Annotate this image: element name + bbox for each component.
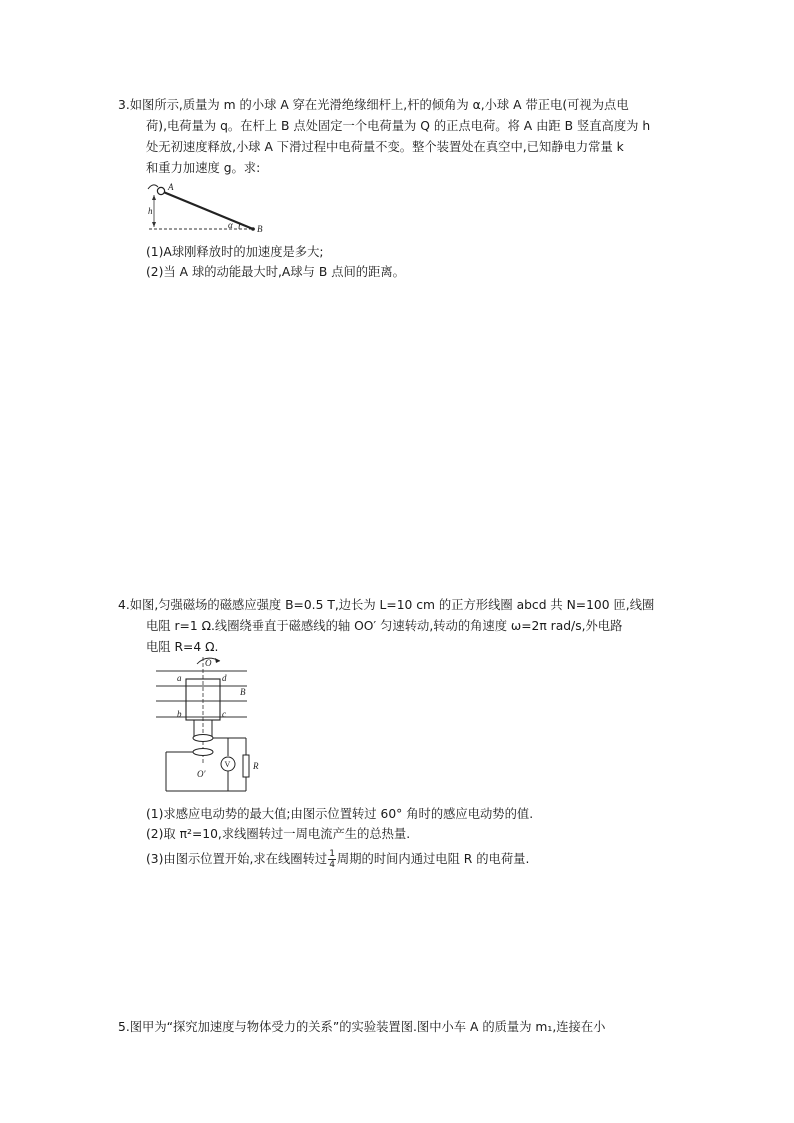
q4-label-r: R xyxy=(253,761,259,771)
q3-incline-figure xyxy=(145,181,275,236)
q3-line-3: 处无初速度释放,小球 A 下滑过程中电荷量不变。整个装置处在真空中,已知静电力常量 k xyxy=(146,140,624,154)
q3-label-b: B xyxy=(257,224,263,234)
q4-sub-1: (1)求感应电动势的最大值;由图示位置转过 60° 角时的感应电动势的值. xyxy=(146,807,534,821)
q5-line-1: 5.图甲为“探究加速度与物体受力的关系”的实验装置图.图中小车 A 的质量为 m₁,连接在小 xyxy=(118,1020,606,1034)
q4-line-1: 4.如图,匀强磁场的磁感应强度 B=0.5 T,边长为 L=10 cm 的正方形线圈 abcd 共 N=100 匝,线圈 xyxy=(118,598,655,612)
q4-coil-circuit-figure xyxy=(150,655,260,795)
q3-line-1: 3.如图所示,质量为 m 的小球 A 穿在光滑绝缘细杆上,杆的倾角为 α,小球 A 带正电(可视为点电 xyxy=(118,98,629,112)
q4-sub-2: (2)取 π²=10,求线圈转过一周电流产生的总热量. xyxy=(146,827,411,841)
q4-sub-3 xyxy=(146,848,529,870)
q3-sub-2: (2)当 A 球的动能最大时,A球与 B 点间的距离。 xyxy=(146,265,405,279)
q4-fraction-numerator: 1 xyxy=(329,849,335,859)
q3-label-h: h xyxy=(148,206,153,216)
q4-label-o: O xyxy=(205,658,212,668)
q4-label-field: B xyxy=(240,687,246,697)
q4-line-2: 电阻 r=1 Ω.线圈绕垂直于磁感线的轴 OO′ 匀速转动,转动的角速度 ω=2π rad/s,外电路 xyxy=(146,619,623,633)
q4-fraction-denominator: 4 xyxy=(329,860,335,870)
q4-label-a: a xyxy=(177,673,182,683)
q4-sub-3-fraction xyxy=(328,849,336,870)
q4-label-d: d xyxy=(222,673,227,683)
q4-label-o-prime: O′ xyxy=(197,769,206,779)
q4-label-b: b xyxy=(177,709,182,719)
q4-line-3: 电阻 R=4 Ω. xyxy=(146,640,219,654)
q3-label-alpha: α xyxy=(228,220,233,230)
q3-label-a: A xyxy=(168,182,174,192)
q4-label-c: c xyxy=(222,709,226,719)
q3-line-4: 和重力加速度 g。求: xyxy=(146,161,261,175)
q4-sub-3-before: (3)由图示位置开始,求在线圈转过 xyxy=(146,852,328,866)
q4-label-v: V xyxy=(224,760,231,769)
q4-sub-3-after: 周期的时间内通过电阻 R 的电荷量. xyxy=(336,852,530,866)
q3-sub-1: (1)A球刚释放时的加速度是多大; xyxy=(146,245,324,259)
q3-line-2: 荷),电荷量为 q。在杆上 B 点处固定一个电荷量为 Q 的正点电荷。将 A 由距 B 竖直高度为 h xyxy=(146,119,651,133)
